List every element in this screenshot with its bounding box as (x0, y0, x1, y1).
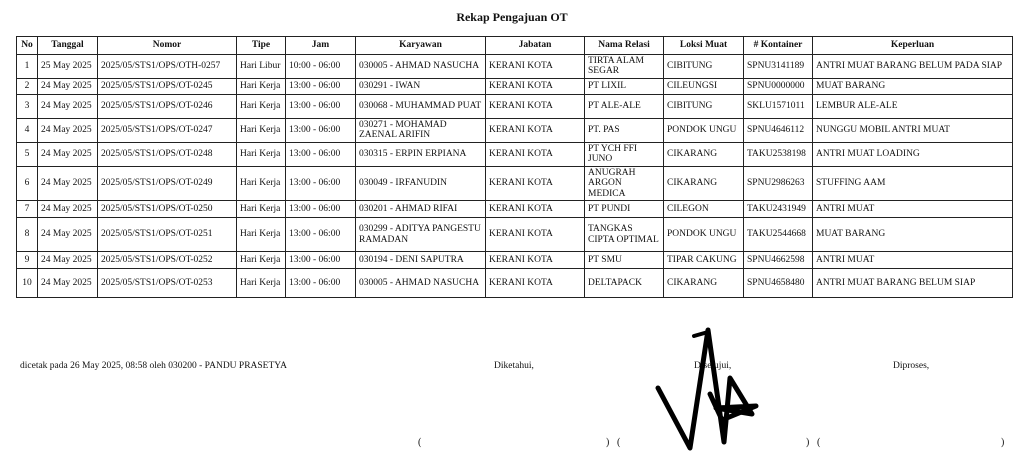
cell-loksi-muat: CILEGON (664, 201, 744, 218)
cell-kontainer: SPNU0000000 (744, 78, 813, 94)
cell-keperluan: MUAT BARANG (813, 218, 1013, 252)
cell-kontainer: SPNU2986263 (744, 166, 813, 200)
cell-jam: 13:00 - 06:00 (286, 142, 356, 166)
cell-nomor: 2025/05/STS1/OPS/OTH-0257 (98, 55, 237, 79)
cell-nomor: 2025/05/STS1/OPS/OT-0251 (98, 218, 237, 252)
table-row (17, 269, 1013, 298)
table-row (17, 78, 1013, 94)
cell-tanggal: 24 May 2025 (38, 269, 98, 298)
cell-tanggal: 24 May 2025 (38, 218, 98, 252)
cell-tipe: Hari Kerja (237, 269, 286, 298)
table-row (17, 166, 1013, 200)
cell-tanggal: 24 May 2025 (38, 118, 98, 142)
table-row (17, 218, 1013, 252)
cell-kontainer: SPNU4646112 (744, 118, 813, 142)
cell-karyawan: 030194 - DENI SAPUTRA (356, 252, 486, 269)
cell-keperluan: ANTRI MUAT (813, 252, 1013, 269)
cell-jabatan: KERANI KOTA (486, 166, 585, 200)
signature-label-approved: Disetujui, (694, 361, 732, 371)
cell-nomor: 2025/05/STS1/OPS/OT-0249 (98, 166, 237, 200)
cell-kontainer: TAKU2431949 (744, 201, 813, 218)
cell-karyawan: 030005 - AHMAD NASUCHA (356, 269, 486, 298)
cell-jabatan: KERANI KOTA (486, 94, 585, 118)
table-row (17, 118, 1013, 142)
column-header-tipe: Tipe (237, 37, 286, 55)
signature-label-known: Diketahui, (494, 361, 534, 371)
cell-no: 6 (17, 166, 38, 200)
cell-keperluan: STUFFING AAM (813, 166, 1013, 200)
cell-nama-relasi: PT. PAS (585, 118, 664, 142)
cell-karyawan: 030201 - AHMAD RIFAI (356, 201, 486, 218)
column-header-karyawan: Karyawan (356, 37, 486, 55)
cell-loksi-muat: CIKARANG (664, 269, 744, 298)
table-header (17, 37, 1013, 55)
signature-paren-open-1: ( (418, 437, 422, 448)
cell-tanggal: 24 May 2025 (38, 252, 98, 269)
cell-nama-relasi: PT YCH FFI JUNO (585, 142, 664, 166)
cell-no: 4 (17, 118, 38, 142)
cell-no: 5 (17, 142, 38, 166)
cell-karyawan: 030299 - ADITYA PANGESTU RAMADAN (356, 218, 486, 252)
cell-tipe: Hari Kerja (237, 166, 286, 200)
header-row (17, 37, 1013, 55)
signature-paren-close-3: ) (1001, 437, 1005, 448)
cell-jam: 13:00 - 06:00 (286, 118, 356, 142)
column-header-loksi-muat: Loksi Muat (664, 37, 744, 55)
cell-nomor: 2025/05/STS1/OPS/OT-0250 (98, 201, 237, 218)
cell-tipe: Hari Kerja (237, 201, 286, 218)
cell-jabatan: KERANI KOTA (486, 252, 585, 269)
cell-keperluan: ANTRI MUAT BARANG BELUM PADA SIAP (813, 55, 1013, 79)
cell-nama-relasi: TANGKAS CIPTA OPTIMAL (585, 218, 664, 252)
cell-loksi-muat: TIPAR CAKUNG (664, 252, 744, 269)
cell-karyawan: 030315 - ERPIN ERPIANA (356, 142, 486, 166)
cell-jabatan: KERANI KOTA (486, 78, 585, 94)
cell-loksi-muat: CIBITUNG (664, 94, 744, 118)
cell-loksi-muat: CIBITUNG (664, 55, 744, 79)
cell-tanggal: 24 May 2025 (38, 201, 98, 218)
cell-tipe: Hari Kerja (237, 142, 286, 166)
table-row (17, 252, 1013, 269)
cell-jabatan: KERANI KOTA (486, 269, 585, 298)
cell-no: 8 (17, 218, 38, 252)
cell-karyawan: 030291 - IWAN (356, 78, 486, 94)
cell-loksi-muat: CIKARANG (664, 166, 744, 200)
cell-no: 1 (17, 55, 38, 79)
cell-no: 7 (17, 201, 38, 218)
cell-nama-relasi: PT LIXIL (585, 78, 664, 94)
column-header-no: No (17, 37, 38, 55)
cell-keperluan: ANTRI MUAT (813, 201, 1013, 218)
column-header-keperluan: Keperluan (813, 37, 1013, 55)
cell-jam: 13:00 - 06:00 (286, 201, 356, 218)
cell-kontainer: SPNU3141189 (744, 55, 813, 79)
cell-karyawan: 030068 - MUHAMMAD PUAT (356, 94, 486, 118)
cell-no: 3 (17, 94, 38, 118)
cell-nama-relasi: ANUGRAH ARGON MEDICA (585, 166, 664, 200)
cell-nomor: 2025/05/STS1/OPS/OT-0252 (98, 252, 237, 269)
signature-paren-open-2: ( (617, 437, 621, 448)
cell-jam: 13:00 - 06:00 (286, 269, 356, 298)
column-header-kontainer: # Kontainer (744, 37, 813, 55)
cell-nama-relasi: PT PUNDI (585, 201, 664, 218)
column-header-tanggal: Tanggal (38, 37, 98, 55)
signature-paren-open-3: ( (817, 437, 821, 448)
cell-jam: 13:00 - 06:00 (286, 78, 356, 94)
cell-tanggal: 25 May 2025 (38, 55, 98, 79)
table-row (17, 94, 1013, 118)
cell-keperluan: ANTRI MUAT BARANG BELUM SIAP (813, 269, 1013, 298)
ot-recap-table (16, 36, 1013, 298)
cell-nomor: 2025/05/STS1/OPS/OT-0253 (98, 269, 237, 298)
cell-keperluan: NUNGGU MOBIL ANTRI MUAT (813, 118, 1013, 142)
printed-info: dicetak pada 26 May 2025, 08:58 oleh 030200 - PANDU PRASETYA (20, 361, 287, 371)
table-body (17, 55, 1013, 298)
cell-kontainer: TAKU2538198 (744, 142, 813, 166)
cell-karyawan: 030049 - IRFANUDIN (356, 166, 486, 200)
cell-jam: 10:00 - 06:00 (286, 55, 356, 79)
cell-jabatan: KERANI KOTA (486, 142, 585, 166)
cell-nomor: 2025/05/STS1/OPS/OT-0246 (98, 94, 237, 118)
cell-tipe: Hari Libur (237, 55, 286, 79)
cell-kontainer: SKLU1571011 (744, 94, 813, 118)
cell-tanggal: 24 May 2025 (38, 78, 98, 94)
cell-tanggal: 24 May 2025 (38, 94, 98, 118)
cell-nomor: 2025/05/STS1/OPS/OT-0247 (98, 118, 237, 142)
cell-karyawan: 030005 - AHMAD NASUCHA (356, 55, 486, 79)
cell-nama-relasi: PT SMU (585, 252, 664, 269)
table-row (17, 201, 1013, 218)
signature-paren-close-2: ) (806, 437, 810, 448)
signature-scribble (650, 322, 770, 454)
cell-loksi-muat: PONDOK UNGU (664, 218, 744, 252)
cell-tipe: Hari Kerja (237, 78, 286, 94)
cell-jam: 13:00 - 06:00 (286, 166, 356, 200)
report-title: Rekap Pengajuan OT (456, 10, 568, 24)
table-row (17, 142, 1013, 166)
column-header-jabatan: Jabatan (486, 37, 585, 55)
cell-nomor: 2025/05/STS1/OPS/OT-0248 (98, 142, 237, 166)
cell-jabatan: KERANI KOTA (486, 118, 585, 142)
cell-jam: 13:00 - 06:00 (286, 218, 356, 252)
cell-jabatan: KERANI KOTA (486, 201, 585, 218)
cell-kontainer: TAKU2544668 (744, 218, 813, 252)
cell-jabatan: KERANI KOTA (486, 55, 585, 79)
cell-tanggal: 24 May 2025 (38, 166, 98, 200)
cell-jam: 13:00 - 06:00 (286, 94, 356, 118)
cell-jabatan: KERANI KOTA (486, 218, 585, 252)
cell-tipe: Hari Kerja (237, 118, 286, 142)
column-header-nomor: Nomor (98, 37, 237, 55)
cell-jam: 13:00 - 06:00 (286, 252, 356, 269)
cell-nomor: 2025/05/STS1/OPS/OT-0245 (98, 78, 237, 94)
cell-tanggal: 24 May 2025 (38, 142, 98, 166)
column-header-jam: Jam (286, 37, 356, 55)
cell-keperluan: MUAT BARANG (813, 78, 1013, 94)
signature-paren-close-1: ) (606, 437, 610, 448)
cell-no: 10 (17, 269, 38, 298)
signature-label-processed: Diproses, (893, 361, 930, 371)
cell-no: 2 (17, 78, 38, 94)
table-row (17, 55, 1013, 79)
cell-loksi-muat: CIKARANG (664, 142, 744, 166)
cell-keperluan: ANTRI MUAT LOADING (813, 142, 1013, 166)
cell-karyawan: 030271 - MOHAMAD ZAENAL ARIFIN (356, 118, 486, 142)
cell-keperluan: LEMBUR ALE-ALE (813, 94, 1013, 118)
cell-loksi-muat: CILEUNGSI (664, 78, 744, 94)
cell-tipe: Hari Kerja (237, 94, 286, 118)
cell-tipe: Hari Kerja (237, 252, 286, 269)
column-header-nama-relasi: Nama Relasi (585, 37, 664, 55)
cell-loksi-muat: PONDOK UNGU (664, 118, 744, 142)
cell-nama-relasi: DELTAPACK (585, 269, 664, 298)
cell-tipe: Hari Kerja (237, 218, 286, 252)
cell-nama-relasi: TIRTA ALAM SEGAR (585, 55, 664, 79)
cell-nama-relasi: PT ALE-ALE (585, 94, 664, 118)
cell-kontainer: SPNU4662598 (744, 252, 813, 269)
cell-no: 9 (17, 252, 38, 269)
cell-kontainer: SPNU4658480 (744, 269, 813, 298)
